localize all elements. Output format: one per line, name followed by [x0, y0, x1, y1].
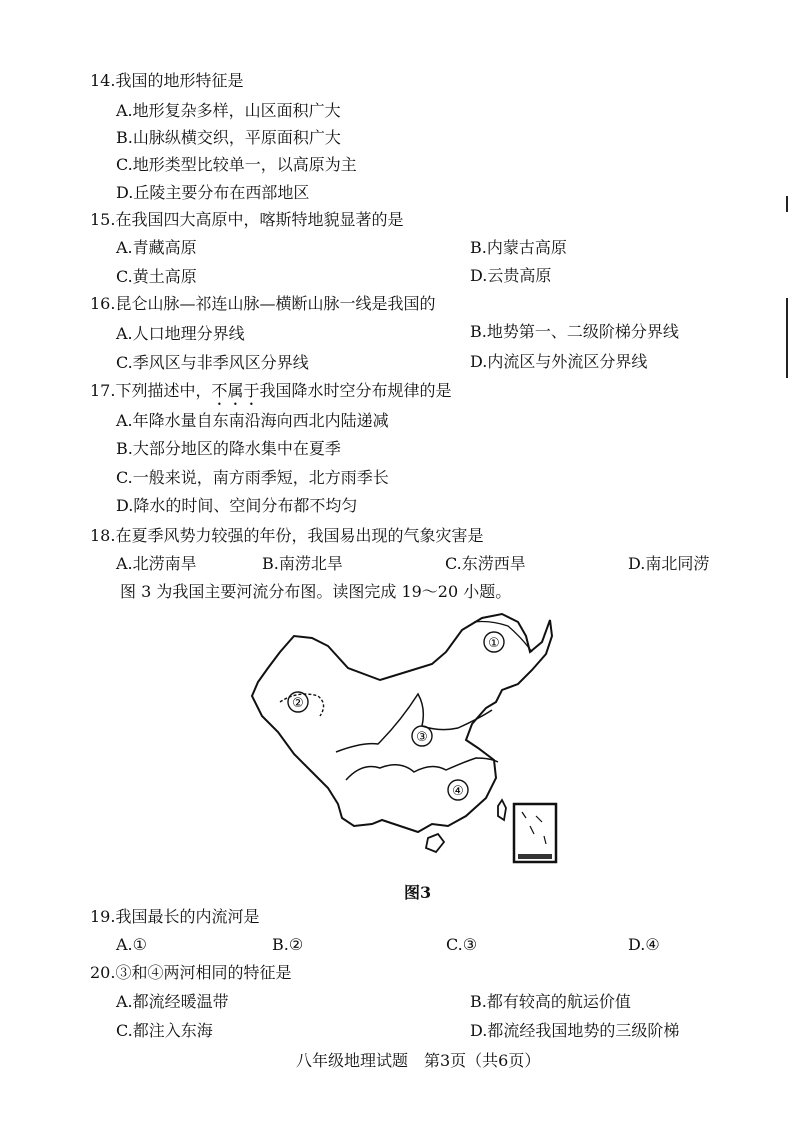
- scan-edge-mark: [786, 196, 788, 212]
- marker-3: [412, 726, 432, 746]
- q18-option-d: D.南北同涝: [628, 554, 710, 573]
- q15-option-c: C.黄土高原: [116, 267, 197, 286]
- marker-1: [484, 632, 504, 652]
- q18-option-b: B.南涝北旱: [262, 554, 343, 573]
- taiwan-island: [498, 800, 506, 820]
- q17-stem-start: 17.下列描述中，: [90, 381, 212, 400]
- river-yellow: [336, 694, 492, 752]
- question-15-stem: 15.在我国四大高原中，喀斯特地貌显著的是: [90, 210, 404, 229]
- q20-option-c: C.都注入东海: [116, 1021, 213, 1040]
- marker-1-label: ①: [488, 636, 500, 651]
- q14-option-d: D.丘陵主要分布在西部地区: [116, 183, 310, 202]
- marker-2: [288, 692, 308, 712]
- q20-option-d: D.都流经我国地势的三级阶梯: [470, 1021, 680, 1040]
- figure-label: 图3: [404, 883, 432, 902]
- q19-option-d: D.④: [628, 935, 660, 954]
- q18-option-c: C.东涝西旱: [445, 554, 526, 573]
- page-footer: 八年级地理试题 第3页（共6页）: [296, 1051, 541, 1070]
- question-14-stem: 14.我国的地形特征是: [90, 71, 244, 90]
- china-outline: [252, 614, 552, 832]
- figure-intro: 图 3 为我国主要河流分布图。读图完成 19～20 小题。: [120, 582, 512, 601]
- marker-4: [448, 780, 468, 800]
- q17-option-b: B.大部分地区的降水集中在夏季: [116, 439, 341, 458]
- river-yangtze: [346, 758, 498, 780]
- q19-option-a: A.①: [116, 935, 147, 954]
- q14-option-a: A.地形复杂多样，山区面积广大: [116, 101, 341, 120]
- question-16-stem: 16.昆仑山脉—祁连山脉—横断山脉一线是我国的: [90, 294, 436, 313]
- q18-option-a: A.北涝南旱: [116, 554, 197, 573]
- marker-4-label: ④: [452, 784, 464, 799]
- q15-option-d: D.云贵高原: [470, 266, 552, 285]
- q15-option-b: B.内蒙古高原: [470, 238, 567, 257]
- q16-option-b: B.地势第一、二级阶梯分界线: [470, 322, 679, 341]
- china-rivers-map: [250, 612, 570, 868]
- hainan-island: [426, 834, 444, 852]
- scan-edge-mark: [786, 298, 788, 378]
- q17-option-d: D.降水的时间、空间分布都不均匀: [116, 496, 358, 515]
- q20-option-a: A.都流经暖温带: [116, 992, 229, 1011]
- q16-option-a: A.人口地理分界线: [116, 324, 245, 343]
- q14-option-c: C.地形类型比较单一，以高原为主: [116, 155, 357, 174]
- q14-option-b: B.山脉纵横交织，平原面积广大: [116, 128, 341, 147]
- south-china-sea-inset: [514, 804, 556, 862]
- marker-2-label: ②: [292, 696, 304, 711]
- q17-emphasis: 不属于: [211, 381, 260, 400]
- question-18-stem: 18.在夏季风势力较强的年份，我国易出现的气象灾害是: [90, 526, 484, 545]
- q16-option-d: D.内流区与外流区分界线: [470, 352, 648, 371]
- q19-option-b: B.②: [272, 935, 304, 954]
- q16-option-c: C.季风区与非季风区分界线: [116, 353, 309, 372]
- q20-option-b: B.都有较高的航运价值: [470, 992, 631, 1011]
- marker-3-label: ③: [416, 730, 428, 745]
- question-20-stem: 20.③和④两河相同的特征是: [90, 963, 292, 982]
- q17-option-a: A.年降水量自东南沿海向西北内陆递减: [116, 411, 389, 430]
- q15-option-a: A.青藏高原: [116, 238, 197, 257]
- question-17-stem: [90, 381, 451, 409]
- q17-stem-end: 我国降水时空分布规律的是: [259, 381, 452, 400]
- q19-option-c: C.③: [446, 935, 478, 954]
- q17-option-c: C.一般来说，南方雨季短，北方雨季长: [116, 468, 389, 487]
- question-19-stem: 19.我国最长的内流河是: [90, 907, 260, 926]
